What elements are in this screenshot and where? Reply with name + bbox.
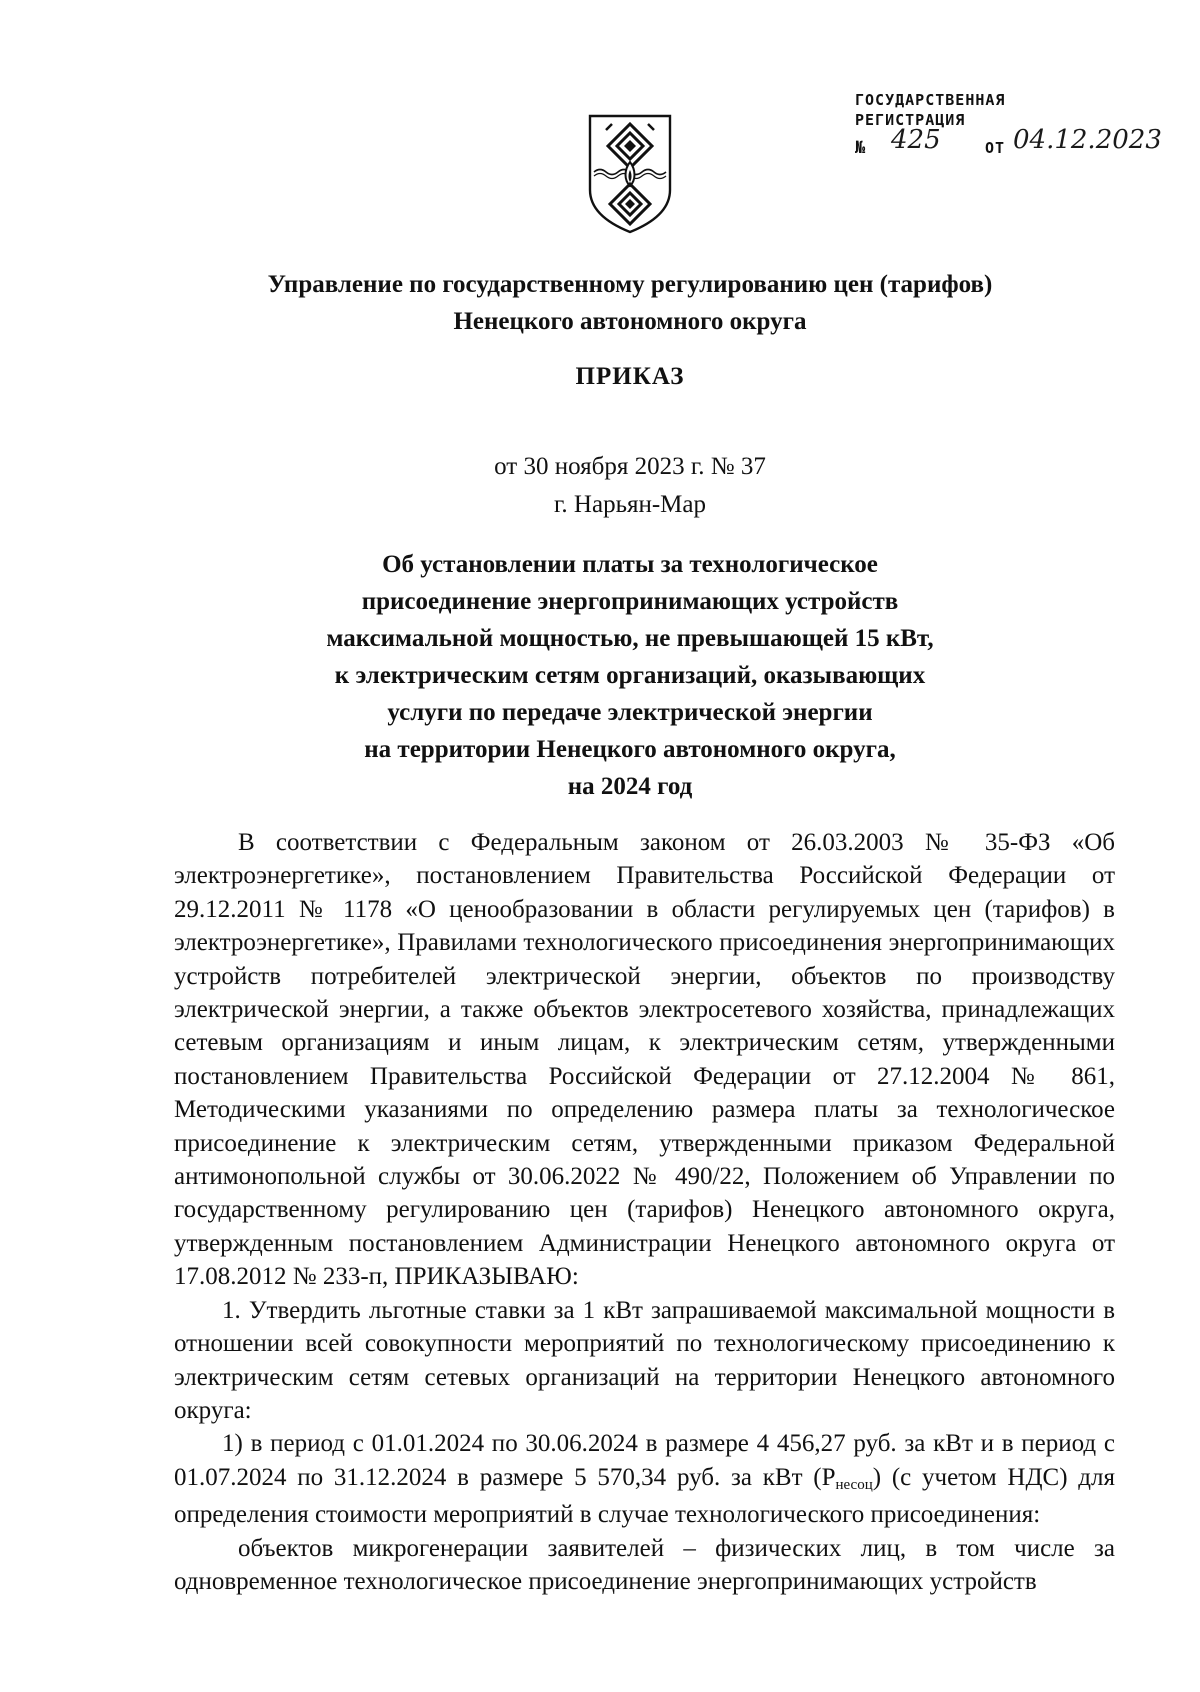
stamp-line-1: ГОСУДАРСТВЕННАЯ	[855, 91, 1006, 109]
item-1-paragraph: 1. Утвердить льготные ставки за 1 кВт запрашиваемой максимальной мощности в отношении всей совокупности мероприятий по технологическому присоединению к электрическим сетям сетевых организаций на территории Ненецкого автономного округа:	[174, 1296, 1115, 1424]
agency-line-1: Управление по государственному регулированию цен (тарифов)	[267, 271, 993, 298]
preamble-paragraph: В соответствии с Федеральным законом от 26.03.2003 № 35-ФЗ «Об электроэнергетике», постановлением Правительства Российской Федерации от 29.12.2011 № 1178 «О ценообразовании в области регулируемых цен (тарифов) в электроэнергетике», Правилами технологического присоединения энергопринимающих устройств потребителей электрической энергии, объектов по производству электрической энергии, а также объектов электросетевого хозяйства, принадлежащих сетевым организациям и иным лицам, к электрическим сетям, утвержденными постановлением Правительства Российской Федерации от 27.12.2004 № 861, Методическими указаниями по определению размера платы за технологическое присоединение к электрическим сетям, утвержденными приказом Федеральной антимонопольной службы от 30.06.2022 № 490/22, Положением об Управлении по государственному регулированию цен (тарифов) Ненецкого автономного округа, утвержденным постановлением Администрации Ненецкого автономного округа от 17.08.2012 № 233-п, ПРИКАЗЫВАЮ:	[174, 829, 1115, 1291]
stamp-registration-date: 04.12.2023	[1013, 125, 1162, 155]
subitem-1-subscript: несоц	[835, 1476, 873, 1493]
document-subject-title	[170, 546, 1090, 805]
registration-stamp	[855, 90, 1162, 162]
subitem-1-text-start: 1) в период с 01.01.2024 по 30.06.2024 в размере 4 456,27 руб. за кВт и в период с 01.07.2024 по 31.12.2024 в размере 5 570,34 руб. за кВт (P	[174, 1430, 1115, 1491]
stamp-registration-number: 425	[891, 125, 941, 155]
objects-paragraph: объектов микрогенерации заявителей – физических лиц, в том числе за одновременное технологическое присоединение энергопринимающих устройств	[174, 1534, 1115, 1595]
stamp-line-2: РЕГИСТРАЦИЯ	[855, 111, 966, 129]
document-type-title: ПРИКАЗ	[575, 363, 685, 390]
document-body	[174, 826, 1115, 1598]
subject-line: к электрическим сетям организаций, оказывающих	[334, 662, 926, 689]
coat-of-arms-emblem	[586, 112, 674, 236]
stamp-number-sign: №	[855, 138, 867, 158]
subject-line: услуги по передаче электрической энергии	[387, 699, 873, 726]
subject-line: на 2024 год	[567, 773, 693, 800]
stamp-number-row	[855, 125, 1162, 162]
subject-line: присоединение энергопринимающих устройств	[361, 588, 899, 615]
agency-heading	[170, 266, 1090, 340]
document-city: г. Нарьян-Мар	[553, 491, 706, 518]
agency-line-2: Ненецкого автономного округа	[453, 308, 807, 335]
subject-line: на территории Ненецкого автономного округа,	[364, 736, 896, 763]
document-date-number: от 30 ноября 2023 г. № 37	[494, 453, 766, 480]
stamp-date-prefix: ОТ	[985, 139, 1006, 157]
subitem-1-paragraph	[174, 1427, 1115, 1531]
document-meta	[170, 448, 1090, 524]
subitem-1-text-end: ) (с учетом НДС) для определения стоимости мероприятий в случае технологического присоединения:	[174, 1463, 1115, 1529]
subject-line: Об установлении платы за технологическое	[382, 551, 878, 578]
subject-line: максимальной мощностью, не превышающей 15 кВт,	[326, 625, 934, 652]
